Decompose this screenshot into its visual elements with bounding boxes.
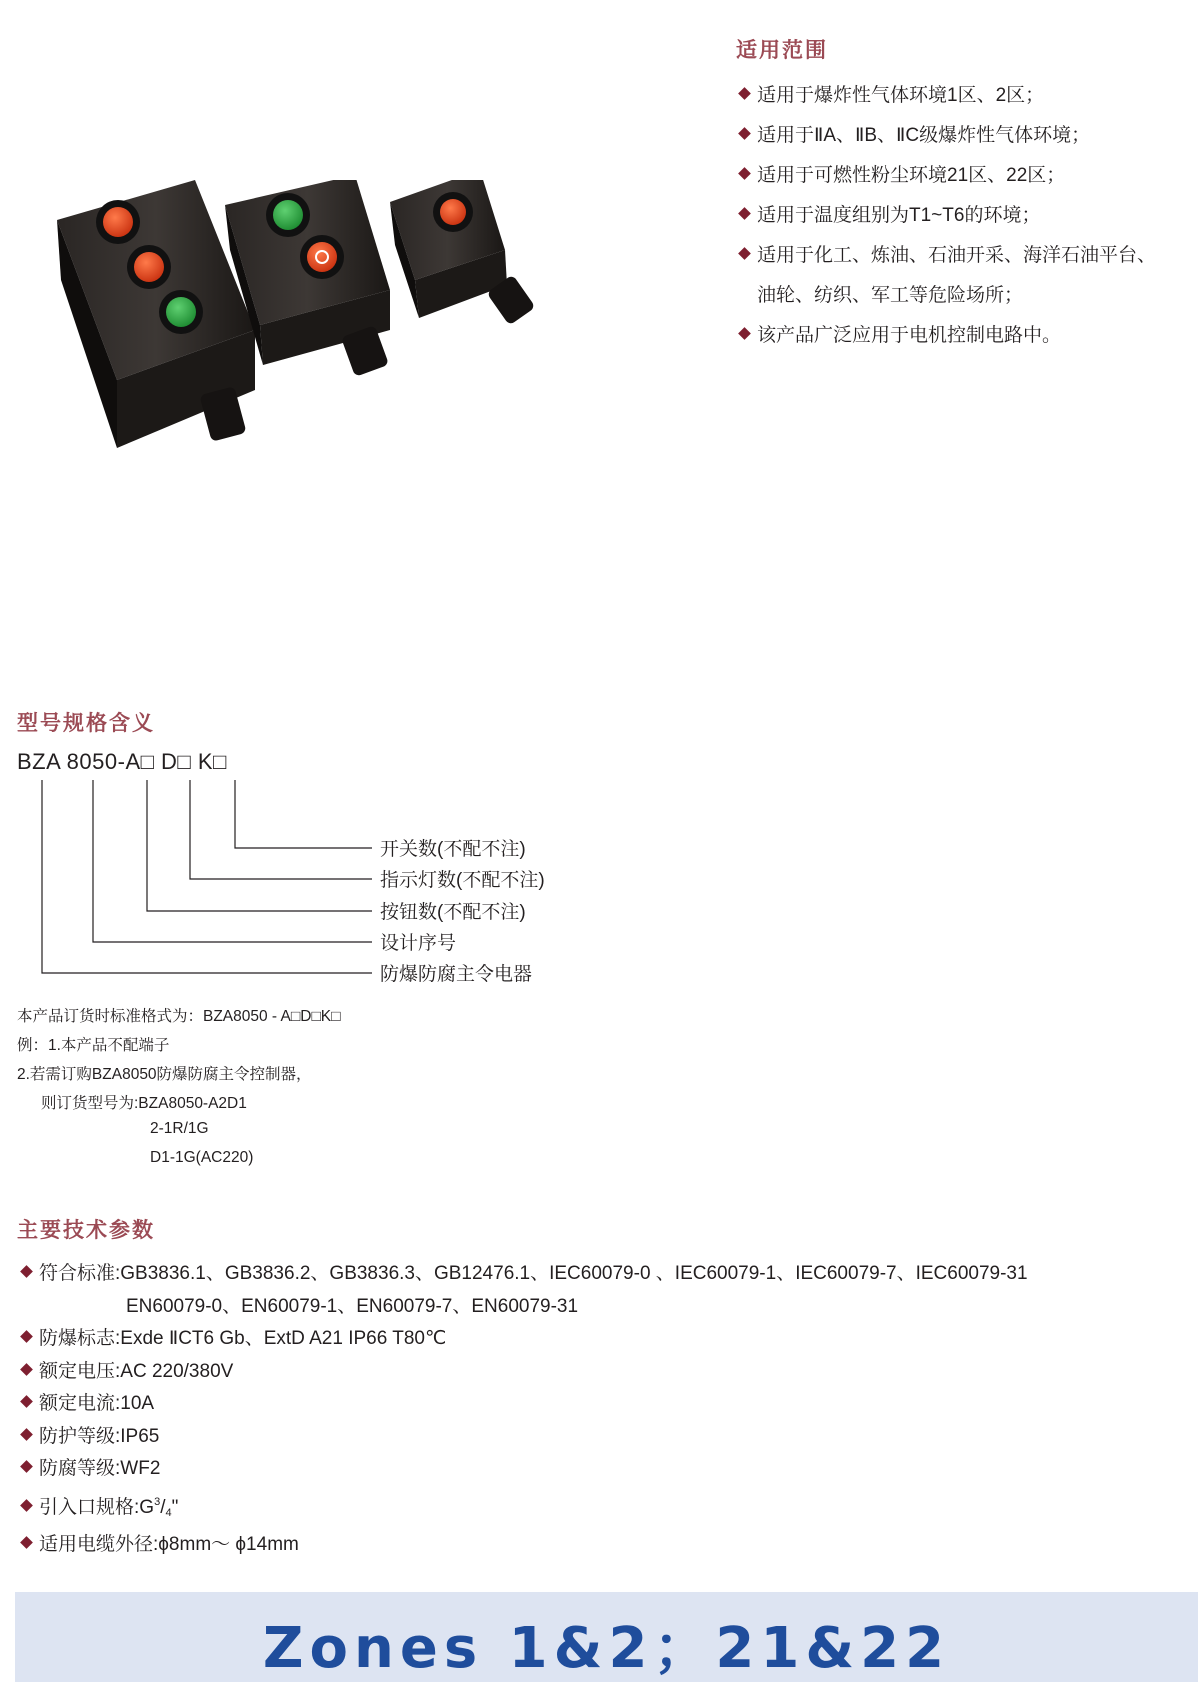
scope-item: 适用于化工、炼油、石油开采、海洋石油平台、: [736, 236, 1186, 276]
param-voltage: 额定电压:AC 220/380V: [18, 1356, 1178, 1389]
param-cable: 适用电缆外径:ϕ8mm～ ϕ14mm: [18, 1529, 1178, 1562]
bullet-icon: [20, 1499, 33, 1512]
desc-switch-count: 开关数(不配不注): [380, 839, 526, 860]
scope-item: 适用于爆炸性气体环境1区、2区；: [736, 76, 1186, 116]
bullet-icon: [20, 1460, 33, 1473]
product-illustration: [55, 180, 615, 480]
param-current: 额定电流:10A: [18, 1388, 1178, 1421]
scope-item: 适用于温度组别为T1~T6的环境；: [736, 196, 1186, 236]
bullet-icon: [20, 1395, 33, 1408]
scope-item-continuation: 油轮、纺织、军工等危险场所；: [757, 285, 1024, 306]
order-format-note: 本产品订货时标准格式为：BZA8050 - A□D□K□: [17, 1008, 341, 1025]
example-note-1: 例：1.本产品不配端子: [17, 1037, 170, 1054]
params-list: [18, 1258, 1178, 1562]
scope-list: [736, 76, 1186, 356]
zones-banner-text: Zones 1&2；21&22: [262, 1616, 951, 1681]
param-standard-cont: EN60079-0、EN60079-1、EN60079-7、EN60079-31: [126, 1295, 579, 1317]
bullet-icon: [20, 1363, 33, 1376]
example-note-4: 2-1R/1G: [150, 1120, 209, 1137]
scope-item: 适用于可燃性粉尘环境21区、22区；: [736, 156, 1186, 196]
red-button-icon: [134, 252, 164, 282]
example-note-2: 2.若需订购BZA8050防爆防腐主令控制器，: [17, 1066, 312, 1083]
green-button-icon: [166, 297, 196, 327]
bullet-icon: [738, 247, 751, 260]
control-station-1-button: [390, 180, 536, 326]
bullet-icon: [738, 87, 751, 100]
param-standard: 符合标准:GB3836.1、GB3836.2、GB3836.3、GB12476.1、IEC60079-0 、IEC60079-1、IEC60079-7、IEC60079-31: [18, 1258, 1178, 1291]
desc-explosion-proof: 防爆防腐主令电器: [380, 964, 533, 985]
bullet-icon: [20, 1536, 33, 1549]
scope-item: 该产品广泛应用于电机控制电路中。: [736, 316, 1186, 356]
bullet-icon: [738, 127, 751, 140]
red-button-icon: [440, 199, 466, 225]
desc-indicator-count: 指示灯数(不配不注): [380, 870, 545, 891]
control-station-3-buttons: [57, 180, 255, 448]
example-note-5: D1-1G(AC220): [150, 1149, 254, 1166]
zones-banner: [15, 1592, 1198, 1682]
red-button-icon: [307, 242, 337, 272]
bullet-icon: [20, 1428, 33, 1441]
bullet-icon: [20, 1265, 33, 1278]
green-button-icon: [273, 200, 303, 230]
red-button-icon: [103, 207, 133, 237]
model-title: 型号规格含义: [17, 711, 155, 735]
params-title: 主要技术参数: [17, 1218, 155, 1242]
param-exmark: 防爆标志:Exde ⅡCT6 Gb、ExtD A21 IP66 T80℃: [18, 1323, 1178, 1356]
desc-button-count: 按钮数(不配不注): [380, 902, 526, 923]
param-entry: 引入口规格$:G^3/_4$": [18, 1486, 1178, 1530]
bullet-icon: [20, 1330, 33, 1343]
scope-title: 适用范围: [736, 38, 828, 62]
model-connector-lines: [0, 776, 380, 976]
param-corrosion: 防腐等级:WF2: [18, 1453, 1178, 1486]
bullet-icon: [738, 327, 751, 340]
bullet-icon: [738, 207, 751, 220]
example-note-3: 则订货型号为:BZA8050-A2D1: [41, 1095, 247, 1112]
desc-design-number: 设计序号: [380, 933, 457, 954]
model-code: BZA 8050-A□ D□ K□: [17, 749, 227, 774]
scope-item: 适用于ⅡA、ⅡB、ⅡC级爆炸性气体环境；: [736, 116, 1186, 156]
bullet-icon: [738, 167, 751, 180]
param-protection: 防护等级:IP65: [18, 1421, 1178, 1454]
